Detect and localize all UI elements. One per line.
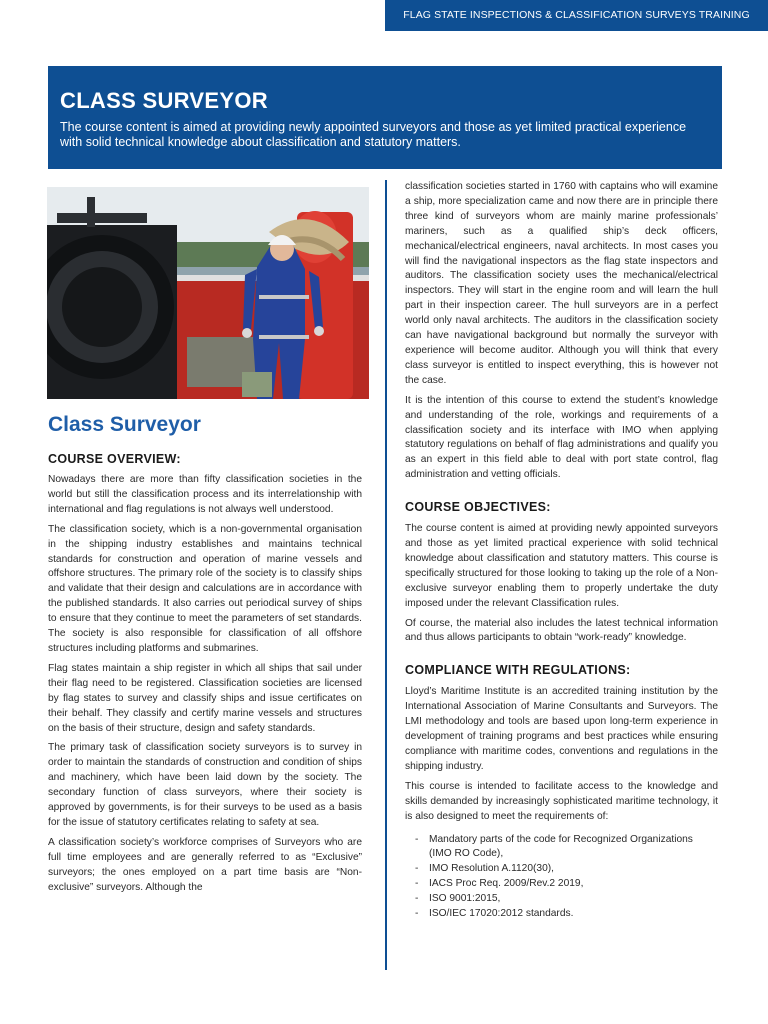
objectives-paragraph: Of course, the material also includes the latest technical information and thus allows participants to obtain “work-ready” knowledge.: [405, 617, 718, 644]
overview-paragraph: Nowadays there are more than fifty classification societies in the world but still the classification process and its interrelationship with international and flag regulations is not always well understood.: [48, 474, 362, 515]
certificate-title: FLAG STATE INSPECTIONS & CLASSIFICATION SURVEYS TRAINING CERTIFICATE: [403, 9, 750, 52]
certificate-title-bar: [385, 0, 768, 52]
surveyor-photo: [47, 187, 369, 399]
objectives-paragraph: The course content is aimed at providing newly appointed surveyors and those as yet limited practical experience with solid technical knowledge about classification and statutory matters. This course is specifically structured for those looking to taking up the role of a Non-exclusive surveyor enabling them to properly undertake the duty imposed under the relevant Classification rules.: [405, 523, 718, 609]
overview-paragraph: The classification society, which is a non-governmental organisation in the shipping industry establishes and maintains technical standards for construction and operation of marine vessels and offshore structures. The primary role of the society is to classify ships and validate that their design and calculations are in accordance with the published standards. It also carries out periodical survey of ships to ensure that they continue to meet the parameters of set standards. The society is also responsible for classification of all offshore structures including platforms and submarines.: [48, 523, 362, 654]
overview-continued-paragraph: It is the intention of this course to extend the student’s knowledge and understanding of the role, workings and requirements of a classification society and its interface with IMO when applying statutory regulations on behalf of flag administrations and qualify you as an expert in this field able to deal with port state control, flag administration and vetting officials.: [405, 394, 718, 481]
banner-title: CLASS SURVEYOR: [60, 88, 268, 113]
compliance-paragraph: Lloyd’s Maritime Institute is an accredited training institution by the International Association of Marine Consultants and Surveyors. The LMI methodology and tools are based upon long-term experience in development of training programs and best practices while ensuring compliance with maritime codes, conventions and regulations in the shipping industry.: [405, 686, 718, 772]
column-divider: [385, 180, 387, 970]
list-item: - ISO 9001:2015,: [415, 892, 718, 907]
overview-paragraph: A classification society’s workforce comprises of Surveyors who are full time employees and are generally referred to as “Exclusive” surveyors; the ones employed on a part time basis are “Non-exclusive” surveyors. Although the: [48, 836, 362, 893]
course-overview-heading: COURSE OVERVIEW:: [48, 452, 181, 466]
list-item: - ISO/IEC 17020:2012 standards.: [415, 907, 718, 922]
compliance-heading: COMPLIANCE WITH REGULATIONS:: [405, 663, 631, 678]
list-item: - IMO Resolution A.1120(30),: [415, 862, 718, 877]
list-item: - Mandatory parts of the code for Recognized Organizations (IMO RO Code),: [415, 833, 718, 863]
overview-continued-paragraph: classification societies started in 1760 with captains who will examine a ship, more specialization came and now there are in principle there three kind of surveyors whom are mainly marine professionals’ mariners, such as a qualified ship’s deck officers, mechanical/electrical engineers, naval architects. In most cases you will find the navigational inspectors as the flag state inspectors and auditors. The classification society uses the mechanical/electrical inspectors. They will start in the engine room and will learn the hull part in their inspection career. The hull surveyors are in a perfect world only naval architects. The auditors in the classification society can have navigational background but normally the surveyor with experience will become auditor. Although you will think that every class surveyor is entitled to inspect everything, this is however not the case.: [405, 181, 718, 386]
banner-subtitle: The course content is aimed at providing newly appointed surveyors and those as yet limited practical experience with solid technical knowledge about classification and statutory matters.: [60, 120, 687, 149]
overview-paragraph: Flag states maintain a ship register in which all ships that sail under their flag need to be registered. Classification societies are licensed by flag states to survey and classify ships and issue certificates on their behalf. They classify and certify marine vessels and structures on the basis of their structure, design and safety standards.: [48, 662, 362, 734]
course-banner: [48, 66, 722, 169]
left-column: [48, 412, 362, 900]
compliance-paragraph: This course is intended to facilitate access to the knowledge and skills demanded by increasingly sophisticated maritime technology, it is also designed to meet the requirements of:: [405, 780, 718, 822]
class-surveyor-title: Class Surveyor: [48, 413, 201, 436]
course-objectives-heading: COURSE OBJECTIVES:: [405, 500, 551, 515]
requirements-list: [405, 833, 718, 922]
list-item: - IACS Proc Req. 2009/Rev.2 2019,: [415, 877, 718, 892]
right-column: [405, 180, 718, 922]
overview-paragraph: The primary task of classification society surveyors is to survey in order to maintain the standards of construction and condition of ships and machinery, which have been laid down by the society. The secondary function of class surveyors, where their society is approved by governments, is for their surveys to be used as a basis for the issue of statutory certificates relating to safety at sea.: [48, 742, 362, 828]
